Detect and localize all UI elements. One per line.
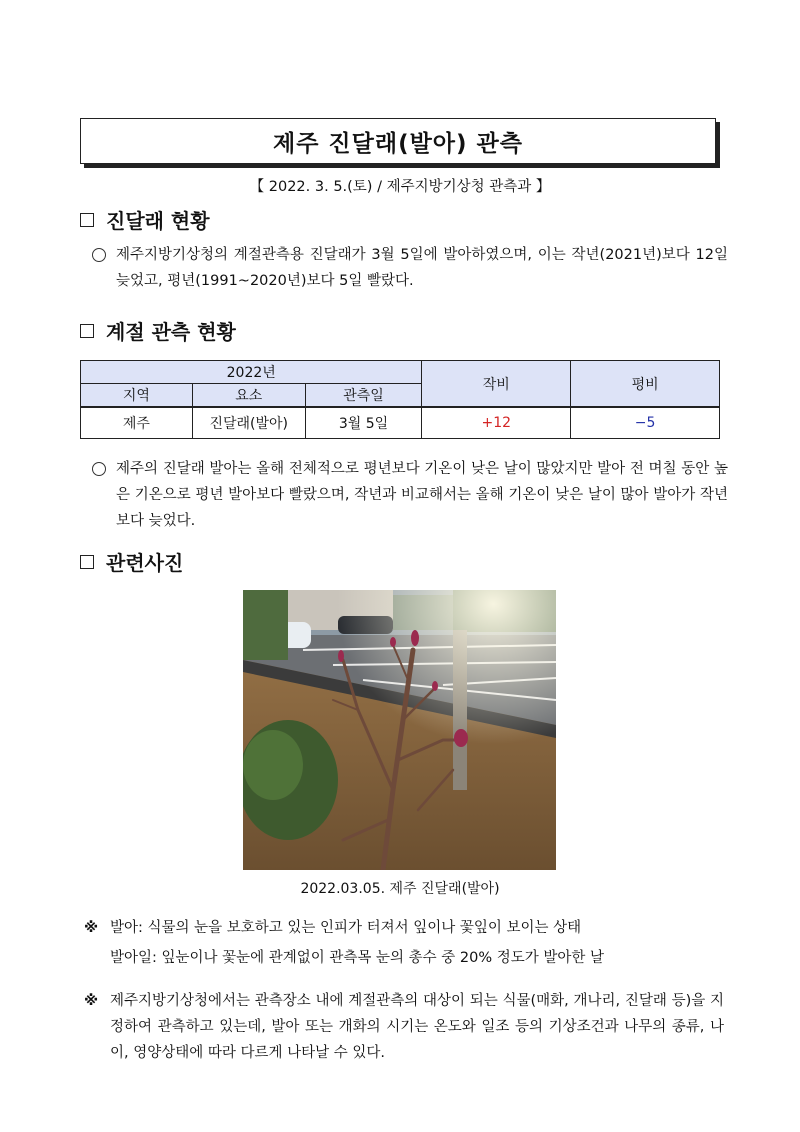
status-paragraph: 제주지방기상청의 계절관측용 진달래가 3월 5일에 발아하였으며, 이는 작년(2021년)보다 12일 늦었고, 평년(1991~2020년)보다 5일 빨랐다. (92, 242, 728, 294)
vs-last-year-cell: +12 (422, 407, 571, 439)
region-cell: 제주 (81, 407, 193, 439)
section-heading-observation: 계절 관측 현황 (80, 316, 236, 345)
element-header: 요소 (192, 384, 305, 408)
section-heading-status: 진달래 현황 (80, 205, 210, 234)
table-row (81, 407, 720, 439)
note-definition-2: 발아일: 잎눈이나 꽃눈에 관계없이 관측목 눈의 총수 중 20% 정도가 발아한 날 (110, 950, 605, 966)
region-header: 지역 (81, 384, 193, 408)
reference-mark-icon: ※ (84, 993, 99, 1009)
observation-paragraph: 제주의 진달래 발아는 올해 전체적으로 평년보다 기온이 낮은 날이 많았지만 발아 전 며칠 동안 높은 기온으로 평년 발아보다 빨랐으며, 작년과 비교해서는 올해 기온이 낮은 날이 많아 발아가 작년보다 늦었다. (92, 456, 728, 534)
year-header: 2022년 (81, 361, 422, 384)
vs-last-year-header: 작비 (422, 361, 571, 408)
section-heading-photo: 관련사진 (80, 547, 183, 576)
subtitle: 【 2022. 3. 5.(토) / 제주지방기상청 관측과 】 (249, 179, 551, 195)
date-cell: 3월 5일 (305, 407, 422, 439)
observation-table (80, 360, 720, 439)
azalea-photo (243, 590, 556, 870)
element-cell: 진달래(발아) (192, 407, 305, 439)
vs-normal-header: 평비 (571, 361, 720, 408)
square-bullet-icon (80, 324, 94, 338)
date-header: 관측일 (305, 384, 422, 408)
square-bullet-icon (80, 213, 94, 227)
note-definition-1: ※ 발아: 식물의 눈을 보호하고 있는 인피가 터져서 잎이나 꽃잎이 보이는 상태 (84, 913, 581, 943)
vs-normal-cell: −5 (571, 407, 720, 439)
reference-mark-icon: ※ (84, 920, 99, 936)
title-box (80, 118, 716, 164)
page-title: 제주 진달래(발아) 관측 (272, 130, 523, 157)
circle-bullet-icon (92, 248, 106, 262)
square-bullet-icon (80, 555, 94, 569)
circle-bullet-icon (92, 462, 106, 476)
photo-caption: 2022.03.05. 제주 진달래(발아) (300, 881, 500, 897)
note-remark: ※ 제주지방기상청에서는 관측장소 내에 계절관측의 대상이 되는 식물(매화, 개나리, 진달래 등)을 지정하여 관측하고 있는데, 발아 또는 개화의 시기는 온도와 일조 등의 기상조건과 나무의 종류, 나이, 영양상태에 따라 다르게 나타날 수 있다. (84, 988, 724, 1066)
